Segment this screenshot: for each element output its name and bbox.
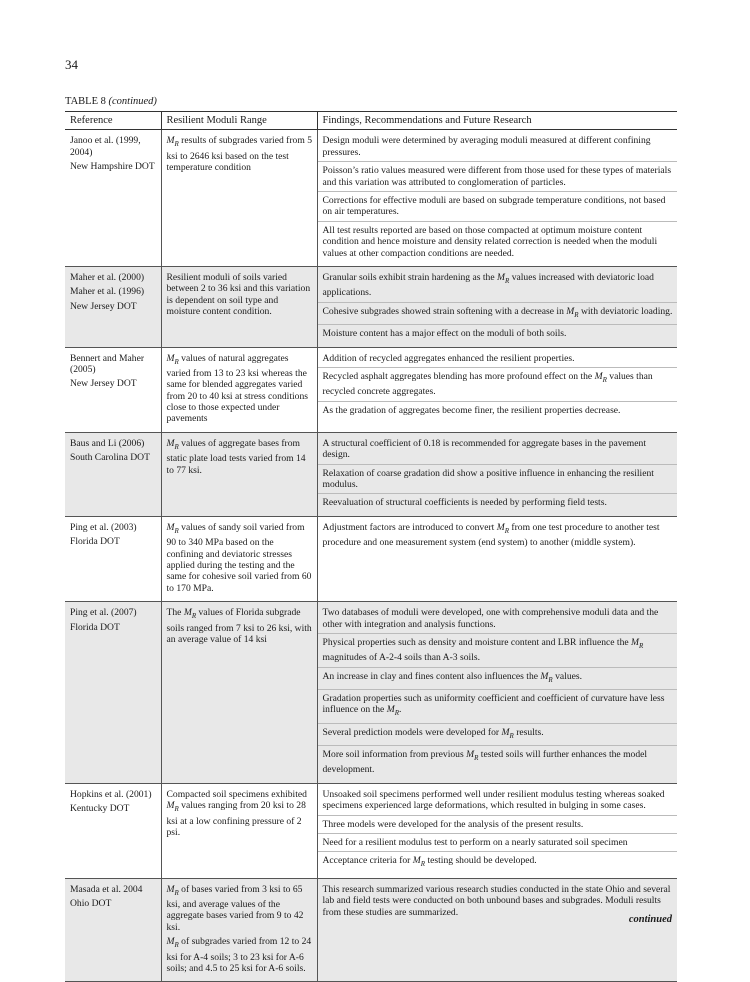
finding-item: Recycled asphalt aggregates blending has more profound effect on the $M_R$ values than recycled concrete aggregates. <box>318 371 678 402</box>
reference-line: Ping et al. (2007) <box>70 607 137 619</box>
finding-item: Acceptance criteria for $M_R$ testing should be developed. <box>322 855 537 869</box>
findings-cell <box>317 783 677 878</box>
finding-item: A structural coefficient of 0.18 is recommended for aggregate bases in the pavement design. <box>318 438 678 465</box>
header-findings: Findings, Recommendations and Future Research <box>317 112 677 130</box>
reference-line: New Jersey DOT <box>70 300 137 312</box>
table-row <box>65 783 677 878</box>
finding-item: Unsoaked soil specimens performed well under resilient modulus testing whereas soaked specimens experienced large deformations, which resulted in bulging in some cases. <box>318 789 678 816</box>
finding-item: Granular soils exhibit strain hardening as the $M_R$ values increased with deviatoric load applications. <box>318 272 678 303</box>
reference-cell <box>65 516 161 601</box>
header-reference: Reference <box>65 112 161 130</box>
finding-item: Two databases of moduli were developed, one with comprehensive moduli data and the other with integration and analysis functions. <box>318 607 678 634</box>
finding-item: Design moduli were determined by averaging moduli measured at different confining pressures. <box>318 135 678 162</box>
table-row <box>65 878 677 982</box>
table-suffix: (continued) <box>108 96 157 107</box>
resilient-moduli-table <box>65 111 677 982</box>
reference-line: Maher et al. (2000) <box>70 272 145 284</box>
finding-item: Cohesive subgrades showed strain softening with a decrease in $M_R$ with deviatoric loading. <box>318 306 678 325</box>
findings-cell <box>317 347 677 432</box>
reference-cell <box>65 130 161 267</box>
finding-item: Need for a resilient modulus test to perform on a nearly saturated soil specimen <box>318 837 678 852</box>
reference-line: Masada et al. 2004 <box>70 883 143 895</box>
finding-item: Several prediction models were developed for $M_R$ results. <box>318 727 678 746</box>
finding-item: Poisson’s ratio values measured were different from those used for these types of materials and this variation was attributed to conglomeration of particles. <box>318 165 678 192</box>
finding-item: Relaxation of coarse gradation did show a positive influence in enhancing the resilient modulus. <box>318 468 678 495</box>
table-row <box>65 516 677 601</box>
reference-cell <box>65 432 161 516</box>
finding-item: This research summarized various research studies conducted in the state Ohio and several lab and field tests were conducted on both unbound bases and subgrades. Moduli results from these studies are summarized. <box>322 883 671 918</box>
moduli-range-cell <box>161 783 317 878</box>
table-row <box>65 347 677 432</box>
reference-line: New Jersey DOT <box>70 378 137 390</box>
reference-cell <box>65 347 161 432</box>
moduli-range-cell <box>161 432 317 516</box>
moduli-range-text: The $M_R$ values of Florida subgrade soils ranged from 7 ksi to 26 ksi, with an average value of 14 ksi <box>166 607 312 645</box>
continued-note: continued <box>628 914 672 925</box>
reference-line: South Carolina DOT <box>70 452 150 464</box>
findings-cell <box>317 602 677 784</box>
table-body <box>65 130 677 982</box>
reference-line: Florida DOT <box>70 621 120 633</box>
finding-item: Moisture content has a major effect on the moduli of both soils. <box>322 328 567 340</box>
page-number: 34 <box>65 57 78 72</box>
finding-item: Three models were developed for the analysis of the present results. <box>318 819 678 834</box>
reference-cell <box>65 783 161 878</box>
reference-line: Maher et al. (1996) <box>70 286 145 298</box>
finding-item: Addition of recycled aggregates enhanced the resilient properties. <box>318 353 678 368</box>
moduli-range-cell <box>161 602 317 784</box>
reference-line: Ohio DOT <box>70 898 112 910</box>
moduli-range-cell <box>161 516 317 601</box>
findings-cell <box>317 267 677 347</box>
table-row <box>65 130 677 267</box>
moduli-range-cell <box>161 347 317 432</box>
reference-line: Bennert and Maher (2005) <box>70 352 145 375</box>
reference-line: Janoo et al. (1999, 2004) <box>70 135 141 158</box>
table-title <box>65 96 157 107</box>
reference-line: Ping et al. (2003) <box>70 521 137 533</box>
finding-item: As the gradation of aggregates become finer, the resilient properties decrease. <box>322 404 621 416</box>
moduli-range-text: $M_R$ of subgrades varied from 12 to 24 ksi for A-4 soils; 3 to 23 ksi for A-6 soils; and 4.5 to 25 ksi for A-6 soils. <box>166 936 312 974</box>
finding-item: Corrections for effective moduli are based on subgrade temperature conditions, not based on air temperatures. <box>318 195 678 222</box>
finding-item: More soil information from previous $M_R$ tested soils will further enhances the model development. <box>322 749 648 776</box>
table-row <box>65 267 677 347</box>
table-row <box>65 602 677 784</box>
reference-line: Kentucky DOT <box>70 803 130 815</box>
reference-cell <box>65 878 161 982</box>
moduli-range-text: $M_R$ values of natural aggregates varied from 13 to 23 ksi whereas the same for blended aggregates varied from 20 to 40 ksi at stress conditions close to those expected under pavements <box>166 352 308 425</box>
reference-cell <box>65 267 161 347</box>
findings-cell <box>317 516 677 601</box>
table-header-row <box>65 112 677 130</box>
moduli-range-cell <box>161 130 317 267</box>
reference-line: Baus and Li (2006) <box>70 437 145 449</box>
moduli-range-cell <box>161 878 317 982</box>
reference-line: Florida DOT <box>70 536 120 548</box>
reference-line: New Hampshire DOT <box>70 161 155 173</box>
moduli-range-text: Resilient moduli of soils varied between 2 to 36 ksi and this variation is dependent on soil type and moisture content condition. <box>166 272 311 318</box>
findings-cell <box>317 432 677 516</box>
moduli-range-text: $M_R$ results of subgrades varied from 5 ksi to 2646 ksi based on the test temperature condition <box>166 135 312 174</box>
moduli-range-text: $M_R$ of bases varied from 3 ksi to 65 ksi, and average values of the aggregate bases varied from 9 to 42 ksi. <box>166 883 304 933</box>
finding-item: Adjustment factors are introduced to convert $M_R$ from one test procedure to another test procedure and one measurement system (end system) to another (middle system). <box>322 521 660 549</box>
table-label: TABLE 8 <box>65 96 106 107</box>
finding-item: Gradation properties such as uniformity coefficient and coefficient of curvature have less influence on the $M_R$. <box>318 693 678 724</box>
reference-cell <box>65 602 161 784</box>
moduli-range-cell <box>161 267 317 347</box>
findings-cell <box>317 878 677 982</box>
finding-item: Physical properties such as density and moisture content and LBR influence the $M_R$ magnitudes of A-2-4 soils than A-3 soils. <box>318 637 678 668</box>
findings-cell <box>317 130 677 267</box>
finding-item: All test results reported are based on those compacted at optimum moisture content condition and hence moisture and density related correction is needed when the moduli values at other compaction conditions are needed. <box>322 224 658 259</box>
moduli-range-text: Compacted soil specimens exhibited $M_R$ values ranging from 20 ksi to 28 ksi at a low confining pressure of 2 psi. <box>166 788 307 838</box>
finding-item: Reevaluation of structural coefficients is needed by performing field tests. <box>322 497 607 509</box>
header-resilient-moduli-range: Resilient Moduli Range <box>161 112 317 130</box>
moduli-range-text: $M_R$ values of sandy soil varied from 90 to 340 MPa based on the confining and deviatoric stresses applied during the testing and the same for cohesive soil varied from 60 to 170 MPa. <box>166 521 312 594</box>
finding-item: An increase in clay and fines content also influences the $M_R$ values. <box>318 671 678 690</box>
moduli-range-text: $M_R$ values of aggregate bases from static plate load tests varied from 14 to 77 ksi. <box>166 437 306 476</box>
reference-line: Hopkins et al. (2001) <box>70 788 152 800</box>
table-row <box>65 432 677 516</box>
